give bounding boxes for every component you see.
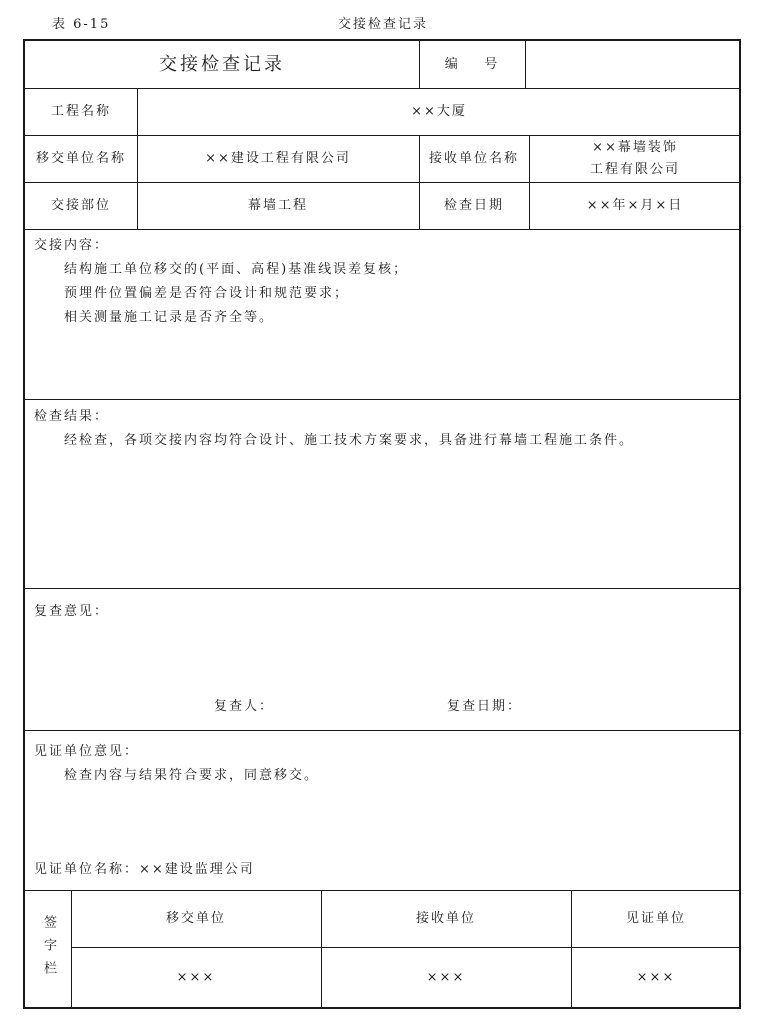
receive-unit-value-line2: 工程有限公司 — [589, 161, 680, 177]
signature-witness-unit-label: 见证单位 — [625, 910, 686, 926]
receive-unit-value[interactable] — [529, 135, 741, 182]
form-title: 交接检查记录 — [159, 53, 285, 75]
check-result-section[interactable] — [25, 405, 741, 583]
witness-unit-name-label: 见证单位名称： — [34, 862, 140, 877]
receive-unit-value-line1: ××幕墙装饰 — [592, 139, 678, 155]
recheck-date-label[interactable]: 复查日期： — [447, 699, 523, 714]
receive-unit-label: 接收单位名称 — [428, 150, 519, 166]
witness-unit-name-value: ××建设监理公司 — [139, 862, 255, 877]
handover-content-label: 交接内容： — [34, 238, 110, 253]
transfer-unit-label: 移交单位名称 — [35, 150, 126, 166]
header-title: 交接检查记录 — [338, 17, 429, 32]
handover-part-value[interactable]: 幕墙工程 — [247, 197, 308, 213]
project-name-value[interactable]: ××大厦 — [411, 103, 467, 119]
witness-unit-name[interactable] — [25, 858, 741, 884]
check-result-text: 经检查，各项交接内容均符合设计、施工技术方案要求，具备进行幕墙工程施工条件。 — [64, 433, 635, 448]
witness-opinion-text: 检查内容与结果符合要求，同意移交。 — [64, 768, 320, 783]
handover-content-item: 预埋件位置偏差是否符合设计和规范要求； — [64, 286, 350, 301]
transfer-unit-value[interactable]: ××建设工程有限公司 — [205, 150, 351, 166]
check-date-value[interactable]: ××年×月×日 — [586, 197, 684, 213]
number-value[interactable] — [525, 41, 741, 88]
handover-content-section[interactable] — [25, 234, 741, 394]
table-code: 表 6-15 — [52, 17, 111, 32]
handover-content-item: 相关测量施工记录是否齐全等。 — [64, 310, 275, 325]
row-divider — [25, 229, 741, 230]
handover-part-label: 交接部位 — [50, 197, 111, 213]
row-divider — [25, 730, 741, 731]
signature-column-title-cell — [25, 890, 71, 1009]
check-date-label: 检查日期 — [443, 197, 504, 213]
signature-transfer-unit-label: 移交单位 — [165, 910, 226, 926]
number-label: 编 号 — [444, 56, 500, 72]
project-name-label: 工程名称 — [50, 103, 111, 119]
recheck-label: 复查意见： — [34, 604, 110, 619]
handover-inspection-form — [23, 39, 741, 1009]
signature-transfer-sign[interactable]: ××× — [176, 970, 216, 985]
handover-content-item: 结构施工单位移交的(平面、高程)基准线误差复核； — [64, 262, 409, 277]
recheck-person-label[interactable]: 复查人： — [214, 699, 275, 714]
signature-column-title: 签字栏 — [41, 915, 56, 984]
witness-opinion-section[interactable] — [25, 740, 741, 800]
signature-receive-sign[interactable]: ××× — [426, 970, 466, 985]
signature-witness-sign[interactable]: ××× — [636, 970, 676, 985]
row-divider — [25, 399, 741, 400]
witness-opinion-label: 见证单位意见： — [34, 744, 140, 759]
check-result-label: 检查结果： — [34, 409, 110, 424]
row-divider — [25, 588, 741, 589]
signature-receive-unit-label: 接收单位 — [415, 910, 476, 926]
